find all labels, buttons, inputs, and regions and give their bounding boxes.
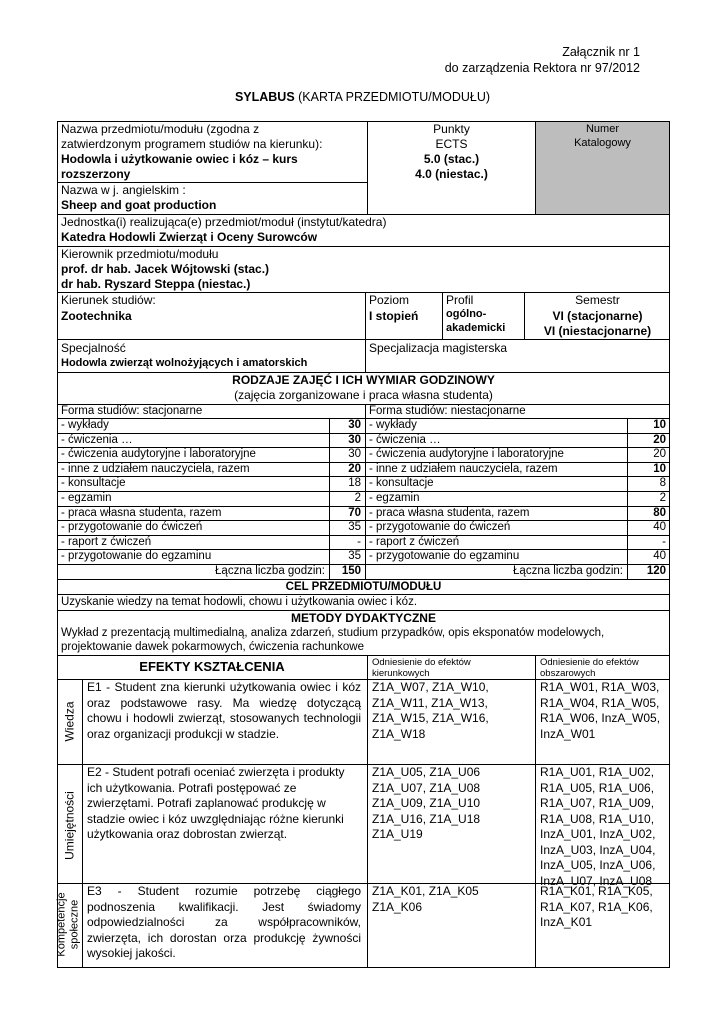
full-time-hours: 2 [354,492,361,504]
full-time-activity-label: - ćwiczenia audytoryjne i laboratoryjne [61,448,256,461]
semester-part-time: VI (niestacjonarne) [543,324,652,338]
effect-e2-area-refs [540,765,655,889]
part-time-form-label: Forma studiów: niestacjonarne [369,405,526,417]
full-time-activity-label: - egzamin [61,492,112,504]
full-time-hours: 20 [348,462,361,475]
full-time-activity-label: - raport z ćwiczeń [61,535,152,548]
full-time-hours: 35 [348,550,361,563]
full-time-hours: 18 [348,477,361,490]
part-time-activity-label: - raport z ćwiczeń [369,535,460,548]
methods-heading: METODY DYDAKTYCZNE [291,611,436,625]
full-time-activity-label: - praca własna studenta, razem [61,506,222,519]
annex-decree: do zarządzenia Rektora nr 97/2012 [444,61,640,75]
module-name-label-2: zatwierdzonym programem studiów na kierunku): [61,137,323,151]
effect-reference: InzA_W01 [540,726,596,741]
part-time-activity-label: - wykłady [369,419,417,431]
effect-e3-field-refs [372,884,479,915]
part-time-hours: 80 [653,506,666,519]
effect-e1-field-refs [372,680,489,742]
effect-reference: Z1A_U07, Z1A_U08 [372,780,481,795]
specialization-value: Hodowla zwierząt wolnożyjących i amatorskich [61,357,308,369]
category-social-competence-1: Kompetencje [55,892,68,957]
full-time-activity-label: - wykłady [61,419,109,431]
module-name-value-2: rozszerzony [61,167,131,181]
part-time-hours: 40 [653,550,666,563]
effect-reference: Z1A_W18 [372,726,426,741]
hours-heading: RODZAJE ZAJĘĆ I ICH WYMIAR GODZINOWY [232,373,495,387]
part-time-activity-label: - egzamin [369,492,420,504]
catalog-label-2: Katalogowy [574,137,631,149]
full-time-form-label: Forma studiów: stacjonarne [61,405,203,417]
effect-reference: R1A_W01, R1A_W03, [540,680,660,694]
effects-heading: EFEKTY KSZTAŁCENIA [139,659,285,674]
hours-subheading: (zajęcia zorganizowane i praca własna studenta) [234,388,493,402]
effect-reference: Z1A_U05, Z1A_U06 [372,765,481,779]
category-social-competence-2: społeczne [68,899,81,950]
head-label: Kierownik przedmiotu/modułu [61,247,219,261]
area-effects-header-2: obszarowych [540,668,596,679]
ects-part-time: 4.0 (niestac.) [415,167,488,181]
part-time-activity-label: - przygotowanie do egzaminu [369,550,520,563]
total-hours-label-part: Łączna liczba godzin: [513,565,623,577]
profile-value-1: ogólno- [446,308,487,320]
annex-number: Załącznik nr 1 [562,45,640,59]
part-time-hours: 20 [653,448,666,461]
part-time-activity-label: - ćwiczenia … [369,433,441,446]
unit-label: Jednostka(i) realizująca(e) przedmiot/moduł (instytut/katedra) [61,215,387,229]
part-time-activity-label: - ćwiczenia audytoryjne i laboratoryjne [369,448,564,461]
category-knowledge: Wiedza [62,701,77,742]
field-effects-header-1: Odniesienie do efektów [372,657,471,668]
full-time-hours: 30 [348,433,361,446]
head-value-2: dr hab. Ryszard Steppa (niestac.) [61,277,251,291]
full-time-activity-label: - przygotowanie do egzaminu [61,550,212,563]
effect-e1-area-refs [540,680,660,742]
effect-reference: R1A_K01, R1A_K05, [540,884,653,898]
specialization-label: Specjalność [61,341,126,355]
full-time-hours: - [357,535,361,548]
ects-label-1: Punkty [433,122,470,136]
effect-reference: R1A_U08, R1A_U10, [540,811,655,826]
ects-full-time: 5.0 (stac.) [423,152,480,166]
part-time-activity-label: - praca własna studenta, razem [369,506,530,519]
part-time-hours: - [662,535,666,548]
effect-e3-area-refs [540,884,653,931]
effect-reference: R1A_U01, R1A_U02, [540,765,655,779]
document-title [0,90,725,104]
field-effects-header-2: kierunkowych [372,668,430,679]
effect-reference: InzA_U01, InzA_U02, [540,827,656,841]
effect-reference: Z1A_U09, Z1A_U10 [372,796,481,810]
effect-reference: InzA_K01 [540,915,593,929]
effect-reference: Z1A_W07, Z1A_W10, [372,680,489,694]
catalog-label-1: Numer [585,123,619,135]
effect-e3-text: E3 - Student rozumie potrzebę ciągłego podnoszenia kwalifikacji. Jest świadomy odpowiedzialności za współpracowników, zwierzęta, ich dorostan orza produkcję żywności wysokiej jakości. [87,884,361,960]
full-time-activity-label: - ćwiczenia … [61,433,133,446]
module-name-label-1: Nazwa przedmiotu/modułu (zgodna z [61,122,260,136]
ects-label-2: ECTS [435,137,468,151]
effect-reference: R1A_W04, R1A_W05, [540,695,660,710]
full-time-hours: 30 [348,419,361,431]
profile-label: Profil [446,293,474,307]
full-time-hours: 30 [348,448,361,461]
part-time-hours: 2 [659,492,666,504]
part-time-hours: 10 [653,419,666,431]
effect-reference: InzA_U05, InzA_U06, [540,858,656,872]
unit-value: Katedra Hodowli Zwierząt i Oceny Surowców [61,230,318,244]
effect-reference: Z1A_U16, Z1A_U18 [372,811,481,826]
part-time-activity-label: - przygotowanie do ćwiczeń [369,521,511,534]
full-time-hours: 70 [348,506,361,519]
effect-reference: Z1A_W15, Z1A_W16, [372,711,489,725]
effect-e2-field-refs [372,765,480,843]
effect-reference: InzA_U07, InzA_U08 [540,873,653,888]
goal-heading: CEL PRZEDMIOTU/MODUŁU [285,581,442,593]
effect-reference: Z1A_K06 [372,899,423,914]
part-time-hours: 40 [653,521,666,534]
methods-text-1: Wykład z prezentacją multimedialną, analiza zdarzeń, studium przypadków, opis eksponatów modelowych, [61,627,605,639]
part-time-hours: 10 [653,462,666,475]
effect-reference: R1A_U05, R1A_U06, [540,780,655,795]
effect-reference: R1A_U07, R1A_U09, [540,796,655,810]
total-hours-full: 150 [341,565,361,577]
methods-text-2: projektowanie dawek pokarmowych, ćwiczenia rachunkowe [61,641,364,653]
total-hours-label-full: Łączna liczba godzin: [215,565,325,577]
effect-reference: Z1A_W11, Z1A_W13, [372,695,488,710]
part-time-hours: 20 [653,433,666,446]
semester-full-time: VI (stacjonarne) [552,309,643,323]
english-name-value: Sheep and goat production [61,198,217,212]
title-bold: SYLABUS [234,90,295,104]
semester-label: Semestr [575,293,620,307]
field-of-study-value: Zootechnika [61,309,132,323]
module-name-value-1: Hodowla i użytkowanie owiec i kóz – kurs [61,152,298,166]
field-of-study-label: Kierunek studiów: [61,293,156,307]
effect-reference: R1A_K07, R1A_K06, [540,899,653,914]
full-time-hours: 35 [348,521,361,534]
effect-e1-text: E1 - Student zna kierunki użytkowania owiec i kóz oraz podstawowe rasy. Ma wiedzę dotyczącą chowu i hodowli zwierząt, stosowanych technologii oraz organizacji produkcji w stadzie. [87,680,361,741]
full-time-activity-label: - konsultacje [61,477,126,490]
effect-reference: Z1A_U19 [372,827,423,841]
part-time-activity-label: - inne z udziałem nauczyciela, razem [369,462,558,475]
effect-e2-text: E2 - Student potrafi oceniać zwierzęta i produkty ich użytkowania. Potrafi postępować ze zwierzętami. Potrafi zaplanować produkcję w stadzie owiec i kóz uwzględniając różne kierunki użytkowania oraz dobrostan zwierząt. [87,765,345,841]
effect-reference: Z1A_K01, Z1A_K05 [372,884,479,898]
category-skills: Umiejętności [62,791,77,860]
master-specialization-label: Specjalizacja magisterska [369,341,508,355]
goal-text: Uzyskanie wiedzy na temat hodowli, chowu i użytkowania owiec i kóz. [61,596,418,608]
level-value: I stopień [369,309,419,323]
part-time-hours: 8 [659,477,666,490]
effect-reference: R1A_W06, InzA_W05, [540,711,661,725]
effect-reference: InzA_U03, InzA_U04, [540,842,656,857]
part-time-activity-label: - konsultacje [369,477,434,490]
area-effects-header-1: Odniesienie do efektów [540,657,639,668]
full-time-activity-label: - inne z udziałem nauczyciela, razem [61,462,250,475]
english-name-label: Nazwa w j. angielskim : [61,183,186,197]
full-time-activity-label: - przygotowanie do ćwiczeń [61,521,203,534]
head-value-1: prof. dr hab. Jacek Wójtowski (stac.) [61,262,270,276]
level-label: Poziom [369,293,410,307]
title-rest: (KARTA PRZEDMIOTU/MODUŁU) [294,90,491,104]
profile-value-2: akademicki [446,322,506,334]
total-hours-part: 120 [646,565,666,577]
